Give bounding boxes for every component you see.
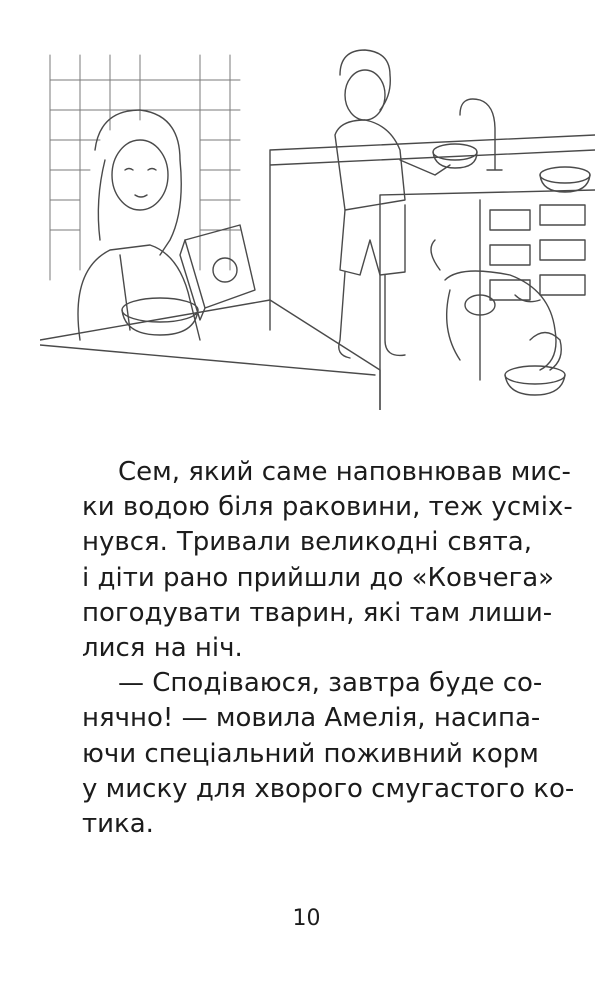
- boy-figure: [335, 50, 477, 358]
- bowl-table: [122, 298, 198, 335]
- drawers: [480, 200, 585, 380]
- text-line: Сем, який саме наповнював мис-: [118, 457, 571, 487]
- story-text: [82, 455, 575, 842]
- text-line: лися на ніч.: [82, 633, 243, 664]
- text-line: погодувати тварин, які там лиши-: [82, 597, 553, 628]
- text-line: нувся. Тривали великодні свята,: [82, 527, 532, 558]
- kitchen-illustration: [40, 40, 595, 410]
- text-line: ючи спеціальний поживний корм: [82, 738, 539, 769]
- text-line: тика.: [82, 809, 154, 840]
- text-line: і діти рано прийшли до «Ковчега»: [82, 562, 555, 593]
- counter: [270, 135, 595, 330]
- bowl-counter: [540, 167, 590, 192]
- girl-figure: [78, 110, 200, 340]
- text-line: у миску для хворого смугастого ко-: [82, 773, 575, 804]
- bowl-floor: [505, 366, 565, 395]
- text-line: — Сподіваюся, завтра буде со-: [118, 668, 543, 699]
- kitchen-scene-illustration: [40, 40, 595, 410]
- table: [40, 300, 380, 410]
- text-line: ки водою біля раковини, теж усміх-: [82, 492, 573, 523]
- text-line: нячно! — мовила Амелія, насипа-: [82, 703, 541, 734]
- page-number: 10: [292, 906, 321, 931]
